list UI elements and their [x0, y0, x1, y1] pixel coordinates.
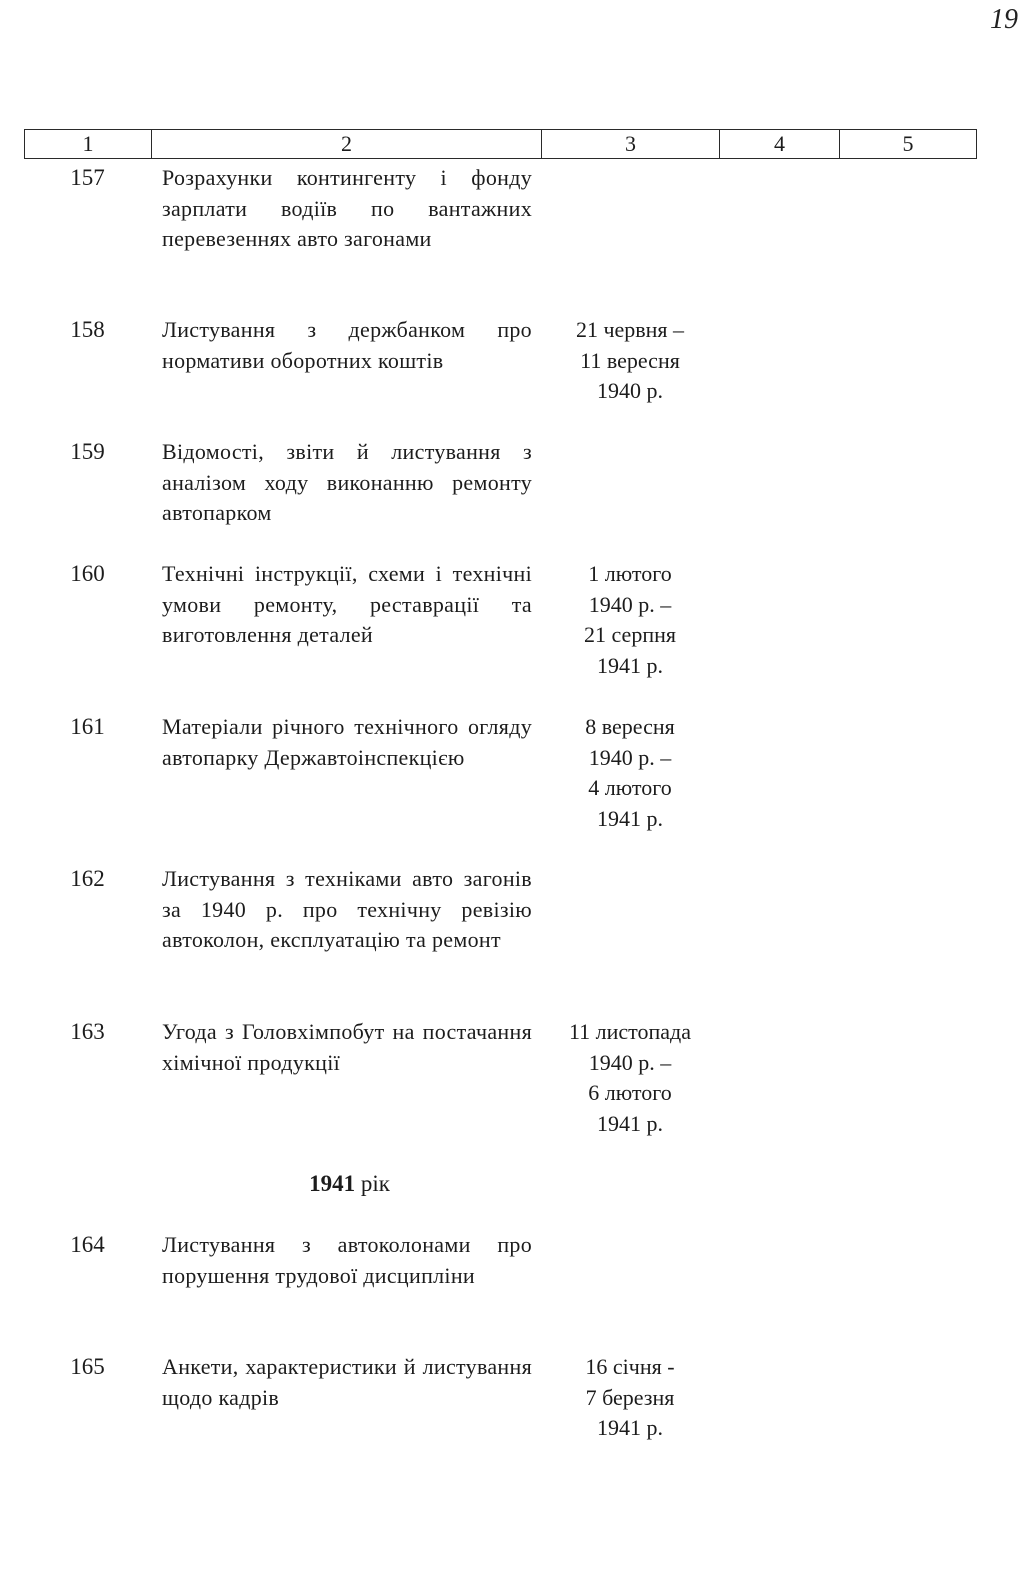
row-dates: 11 листопада 1940 р. – 6 лютого 1941 р.: [568, 1019, 692, 1136]
row-number: 163: [70, 1019, 105, 1044]
row-dates: 21 червня – 11 вересня 1940 р.: [575, 317, 685, 403]
row-dates: 1 лютого 1940 р. – 21 серпня 1941 р.: [584, 561, 676, 678]
row-description: Листування з держбанком про нормативи оборотних коштів: [162, 317, 532, 373]
row-number: 157: [70, 165, 105, 190]
row-dates: 8 вересня 1940 р. – 4 лютого 1941 р.: [585, 714, 675, 831]
row-number: 159: [70, 439, 105, 464]
column-header-4: 4: [720, 130, 840, 158]
section-heading-year: [232, 1169, 467, 1199]
row-number: 158: [70, 317, 105, 342]
row-description: Анкети, характеристики й листування щодо кадрів: [162, 1354, 532, 1410]
row-description: Технічні інструкції, схеми і технічні умови ремонту, реставрації та виготовлення деталей: [162, 561, 532, 647]
column-header-3: 3: [542, 130, 720, 158]
column-header-1: 1: [25, 130, 152, 158]
row-number: 160: [70, 561, 105, 586]
column-header-5: 5: [902, 131, 914, 156]
row-description: Матеріали річного технічного огляду автопарку Державтоінспекцією: [162, 714, 532, 770]
section-year-suffix: рік: [360, 1171, 390, 1196]
row-number: 165: [70, 1354, 105, 1379]
section-year-number: 1941: [309, 1171, 356, 1196]
row-description: Розрахунки контингенту і фонду зарплати водіїв по вантажних перевезеннях авто загонами: [162, 165, 532, 251]
row-number: 162: [70, 866, 105, 891]
table-header: [24, 129, 977, 159]
row-description: Листування з техніками авто загонів за 1940 р. про технічну ревізію автоколон, експлуатацію та ремонт: [162, 866, 532, 952]
page-number: 19: [990, 4, 1018, 35]
row-description: Листування з автоколонами про порушення трудової дисципліни: [162, 1232, 532, 1288]
row-description: Відомості, звіти й листування з аналізом ходу виконанню ремонту автопарком: [162, 439, 532, 525]
row-number: 164: [70, 1232, 105, 1257]
row-dates: 16 січня - 7 березня 1941 р.: [585, 1354, 675, 1440]
column-header-2: 2: [152, 130, 542, 158]
row-number: 161: [70, 714, 105, 739]
row-description: Угода з Головхімпобут на постачання хімічної продукції: [162, 1019, 532, 1075]
